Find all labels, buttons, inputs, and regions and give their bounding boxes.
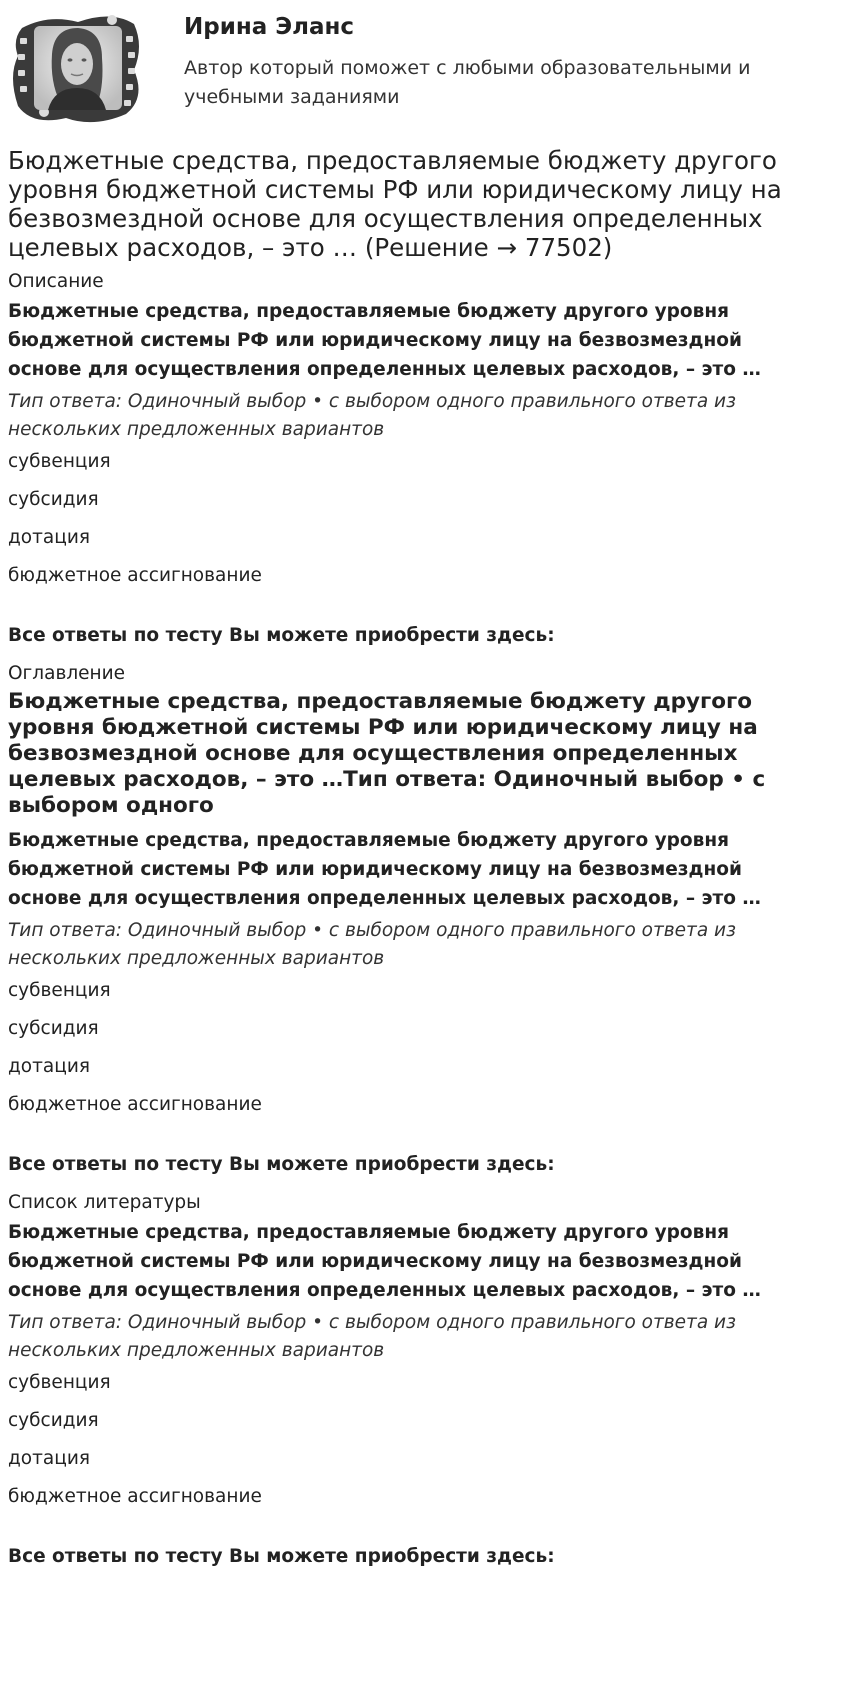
question-text: Бюджетные средства, предоставляемые бюджету другого уровня бюджетной системы РФ или юридическому лицу на безвозмездной основе для осуществления определенных целевых расходов, – это … (8, 301, 761, 380)
answer-option: субвенция (8, 1372, 111, 1393)
answer-option: субсидия (8, 1410, 99, 1431)
section-references (8, 1191, 838, 1569)
answer-option: бюджетное ассигнование (8, 1094, 262, 1115)
answer-option: дотация (8, 1448, 90, 1469)
answer-option: дотация (8, 527, 90, 548)
section-label: Оглавление (8, 663, 126, 684)
section-label: Описание (8, 271, 104, 292)
section-label: Список литературы (8, 1192, 201, 1213)
page-title: Бюджетные средства, предоставляемые бюджету другого уровня бюджетной системы РФ или юридическому лицу на безвозмездной основе для осуществления определенных целевых расходов, – это … (Решение → 77502) (8, 146, 782, 262)
buy-answers-text: Все ответы по тесту Вы можете приобрести здесь: (8, 1546, 555, 1567)
answer-option: дотация (8, 1056, 90, 1077)
answer-type: Тип ответа: Одиночный выбор • с выбором одного правильного ответа из нескольких предложенных вариантов (8, 1312, 736, 1361)
avatar-photo-icon (8, 6, 148, 126)
buy-answers-text: Все ответы по тесту Вы можете приобрести здесь: (8, 1154, 555, 1175)
question-text: Бюджетные средства, предоставляемые бюджету другого уровня бюджетной системы РФ или юридическому лицу на безвозмездной основе для осуществления определенных целевых расходов, – это … (8, 830, 761, 909)
buy-answers-text: Все ответы по тесту Вы можете приобрести здесь: (8, 625, 555, 646)
answer-option: субвенция (8, 980, 111, 1001)
answer-type: Тип ответа: Одиночный выбор • с выбором одного правильного ответа из нескольких предложенных вариантов (8, 391, 736, 440)
answer-option: бюджетное ассигнование (8, 565, 262, 586)
author-name[interactable]: Ирина Эланс (184, 14, 355, 40)
section-heading: Бюджетные средства, предоставляемые бюджету другого уровня бюджетной системы РФ или юридическому лицу на безвозмездной основе для осуществления определенных целевых расходов, – это …Тип ответа: Одиночный выбор • с выбором одного (8, 689, 766, 818)
section-contents (8, 662, 838, 1177)
answer-option: субвенция (8, 451, 111, 472)
answer-option: бюджетное ассигнование (8, 1486, 262, 1507)
author-description: Автор который поможет с любыми образовательными и учебными заданиями (184, 57, 751, 108)
main-content (8, 146, 838, 1583)
author-block (8, 6, 838, 130)
section-description (8, 270, 838, 648)
answer-option: субсидия (8, 489, 99, 510)
question-text: Бюджетные средства, предоставляемые бюджету другого уровня бюджетной системы РФ или юридическому лицу на безвозмездной основе для осуществления определенных целевых расходов, – это … (8, 1222, 761, 1301)
answer-option: субсидия (8, 1018, 99, 1039)
answer-type: Тип ответа: Одиночный выбор • с выбором одного правильного ответа из нескольких предложенных вариантов (8, 920, 736, 969)
author-avatar[interactable] (8, 6, 158, 130)
